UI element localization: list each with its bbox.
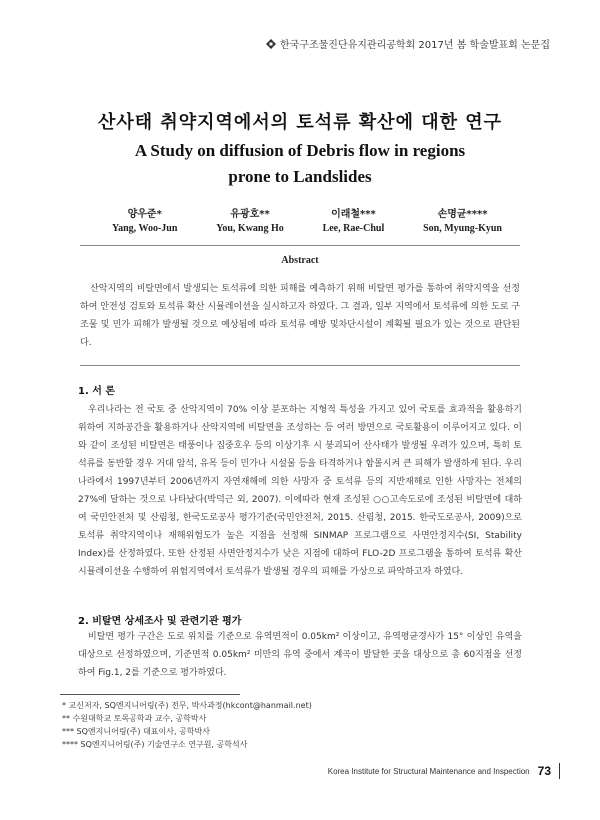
english-title-line-2: prone to Landslides	[228, 167, 372, 186]
section-1-heading: 1. 서 론	[78, 386, 116, 397]
abstract-top-rule	[80, 245, 520, 246]
section-2-heading: 2. 비탈면 상세조사 및 관련기관 평가	[78, 616, 242, 627]
abstract-bottom-rule	[80, 365, 520, 366]
footnote-rule	[60, 694, 240, 695]
page-number: 73	[537, 764, 551, 778]
author-name-english: Lee, Rae-Chul	[322, 223, 385, 234]
society-logo-icon	[266, 39, 276, 49]
proceedings-title: 한국구조물진단유지관리공학회 2017년 봄 학술발표회 논문집	[279, 40, 550, 51]
abstract-heading: Abstract	[281, 255, 319, 266]
author-name-korean: 유광호**	[230, 209, 270, 220]
english-title-line-1: A Study on diffusion of Debris flow in regions	[134, 141, 466, 160]
author-3	[323, 208, 385, 236]
author-name-korean: 이래철***	[331, 209, 376, 220]
footer-institute: Korea Institute for Structural Maintenance and Inspection	[327, 766, 530, 776]
author-2	[216, 208, 284, 236]
author-name-korean: 손명균****	[437, 209, 488, 220]
author-name-korean: 양우준*	[127, 209, 162, 220]
author-4	[423, 208, 502, 236]
author-list	[112, 208, 502, 236]
section-2-body: 비탈면 평가 구간은 도로 위치를 기준으로 유역면적이 0.05km² 이상이고, 유역평균경사가 15° 이상인 유역을 대상으로 선정하였으며, 기준면적 0.05km² 미만의 유역 중에서 계곡이 발달한 곳을 대상으로 총 60지점을 선정하여 Fig.1, 2를 기준으로 평가하였다.	[78, 632, 522, 678]
author-1	[112, 208, 177, 236]
footnote: **** SQ엔지니어링(주) 기술연구소 연구원, 공학석사	[62, 740, 248, 749]
proceedings-header	[266, 36, 550, 51]
footnote: *** SQ엔지니어링(주) 대표이사, 공학박사	[62, 727, 210, 736]
footnote: ** 수원대학교 토목공학과 교수, 공학박사	[62, 714, 207, 723]
footnotes	[62, 699, 522, 751]
author-name-english: Yang, Woo-Jun	[112, 223, 178, 234]
footer-divider	[559, 763, 560, 779]
english-title	[100, 138, 500, 190]
author-name-english: Son, Myung-Kyun	[423, 223, 502, 234]
korean-title: 산사태 취약지역에서의 토석류 확산에 대한 연구	[97, 112, 503, 133]
author-name-english: You, Kwang Ho	[216, 223, 284, 234]
page-footer	[328, 763, 560, 779]
footnote: * 교신저자, SQ엔지니어링(주) 전무, 박사과정(hkcont@hanmail.net)	[62, 701, 312, 710]
section-1-body: 우리나라는 전 국토 중 산악지역이 70% 이상 분포하는 지형적 특성을 가지고 있어 국토를 효과적을 활용하기 위하여 지하공간을 활용하거나 산악지역에 비탈면을 조성하는 등 여러 방면으로 국토활용이 이루어지고 있다. 이와 같이 조성된 비탈면은 태풍이나 집중호우 등의 이상기후 시 붕괴되어 산사태가 발생될 우려가 있으며, 특히 토석류를 동반할 경우 거대 암석, 유목 등이 민가나 시설물 등을 타격하거나 함몰시켜 큰 피해가 발생하게 된다. 우리나라에서 1997년부터 2006년까지 자연재해에 의한 사망자 중 토석류 등의 지반재해로 인한 사망자는 전체의 27%에 달하는 것으로 나타났다(박덕근 외, 2007). 이에따라 현재 조성된 ○○고속도로에 조성된 비탈면에 대하여 국민안전처 및 산림청, 한국도로공사 평가기준(국민안전처, 2015. 산림청, 2015. 한국도로공사, 2009)으로 토석류 취약지역이나 재해위험도가 높은 지점을 선정해 SINMAP 프로그램으로 사면안정지수(SI, Stability Index)를 산정하였다. 또한 산정된 사면안정지수가 낮은 지점에 대하여 FLO-2D 프로그램을 통하여 토석류 확산 시뮬레이션을 수행하여 위험지역에서 토석류가 발생될 경우의 피해를 가상으로 파악하고자 하였다.	[78, 405, 522, 577]
abstract-body: 산악지역의 비탈면에서 발생되는 토석류에 의한 피해를 예측하기 위해 비탈면 평가를 통하여 취약지역을 선정하여 안전성 검토와 토석류 확산 시뮬레이션을 실시하고자 하였다. 그 결과, 일부 지역에서 토석류에 의한 도로 구조물 및 민가 피해가 발생될 것으로 예상됨에 따라 토석류 예방 및차단시설이 계획될 필요가 있는 것으로 판단된다.	[80, 284, 520, 348]
